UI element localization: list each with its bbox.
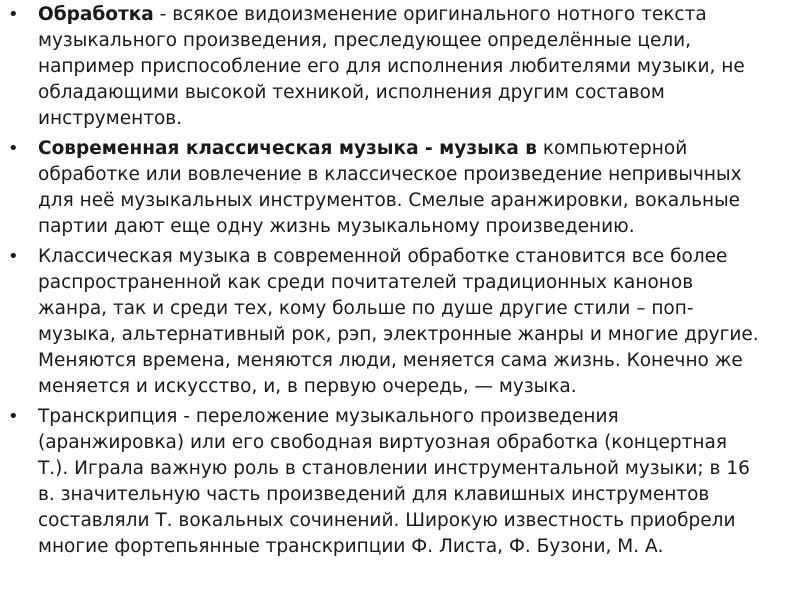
bullet-item-transcription bbox=[0, 404, 800, 560]
text-line: партии дают еще одну жизнь музыкальному произведению. bbox=[38, 216, 635, 237]
text-line: (аранжировка) или его свободная виртуозная обработка (концертная bbox=[38, 432, 727, 453]
text-line: многие фортепьянные транскрипции Ф. Листа, Ф. Бузони, М. А. bbox=[38, 536, 664, 557]
text-line: Меняются времена, меняются люди, меняется сама жизнь. Конечно же bbox=[38, 350, 743, 371]
text-span: компьютерной bbox=[537, 138, 688, 159]
text-line: музыкального произведения, преследующее определённые цели, bbox=[38, 30, 692, 51]
text-line: обработке или вовлечение в классическое произведение непривычных bbox=[38, 164, 742, 185]
text-line: меняется и искусство, и, в первую очередь, — музыка. bbox=[38, 376, 577, 397]
text-line: обладающими высокой техникой, исполнения другим составом bbox=[38, 82, 665, 103]
text-line: например приспособление его для исполнения любителями музыки, не bbox=[38, 56, 745, 77]
bullet-marker: • bbox=[8, 246, 19, 267]
text-line: инструментов. bbox=[38, 108, 183, 129]
text-line: в. значительную часть произведений для клавишных инструментов bbox=[38, 484, 710, 505]
text-line: для неё музыкальных инструментов. Смелые аранжировки, вокальные bbox=[38, 190, 741, 211]
text-line: Классическая музыка в современной обработке становится все более bbox=[38, 246, 728, 267]
text-line: Транскрипция - переложение музыкального произведения bbox=[38, 406, 619, 427]
bullet-marker: • bbox=[8, 138, 19, 159]
bullet-marker: • bbox=[8, 406, 19, 427]
text-line: Т.). Играла важную роль в становлении инструментальной музыки; в 16 bbox=[38, 458, 750, 479]
bullet-marker: • bbox=[8, 4, 19, 25]
text-line bbox=[38, 2, 800, 28]
bullet-item-processing bbox=[0, 2, 800, 132]
text-line: музыка, альтернативный рок, рэп, электронные жанры и многие другие. bbox=[38, 324, 759, 345]
text-line: жанра, так и среди тех, кому больше по душе другие стили – поп- bbox=[38, 298, 694, 319]
term-bold: Современная классическая музыка - музыка в bbox=[38, 138, 537, 159]
bullet-item-modern-classical bbox=[0, 136, 800, 240]
text-line: составляли Т. вокальных сочинений. Широкую известность приобрели bbox=[38, 510, 736, 531]
text-span: - всякое видоизменение оригинального нотного текста bbox=[153, 4, 707, 25]
text-line bbox=[38, 136, 800, 162]
bullet-list bbox=[0, 2, 800, 564]
text-line: распространенной как среди почитателей традиционных канонов bbox=[38, 272, 694, 293]
bullet-item-classical-in-modern bbox=[0, 244, 800, 400]
term-bold: Обработка bbox=[38, 4, 154, 25]
